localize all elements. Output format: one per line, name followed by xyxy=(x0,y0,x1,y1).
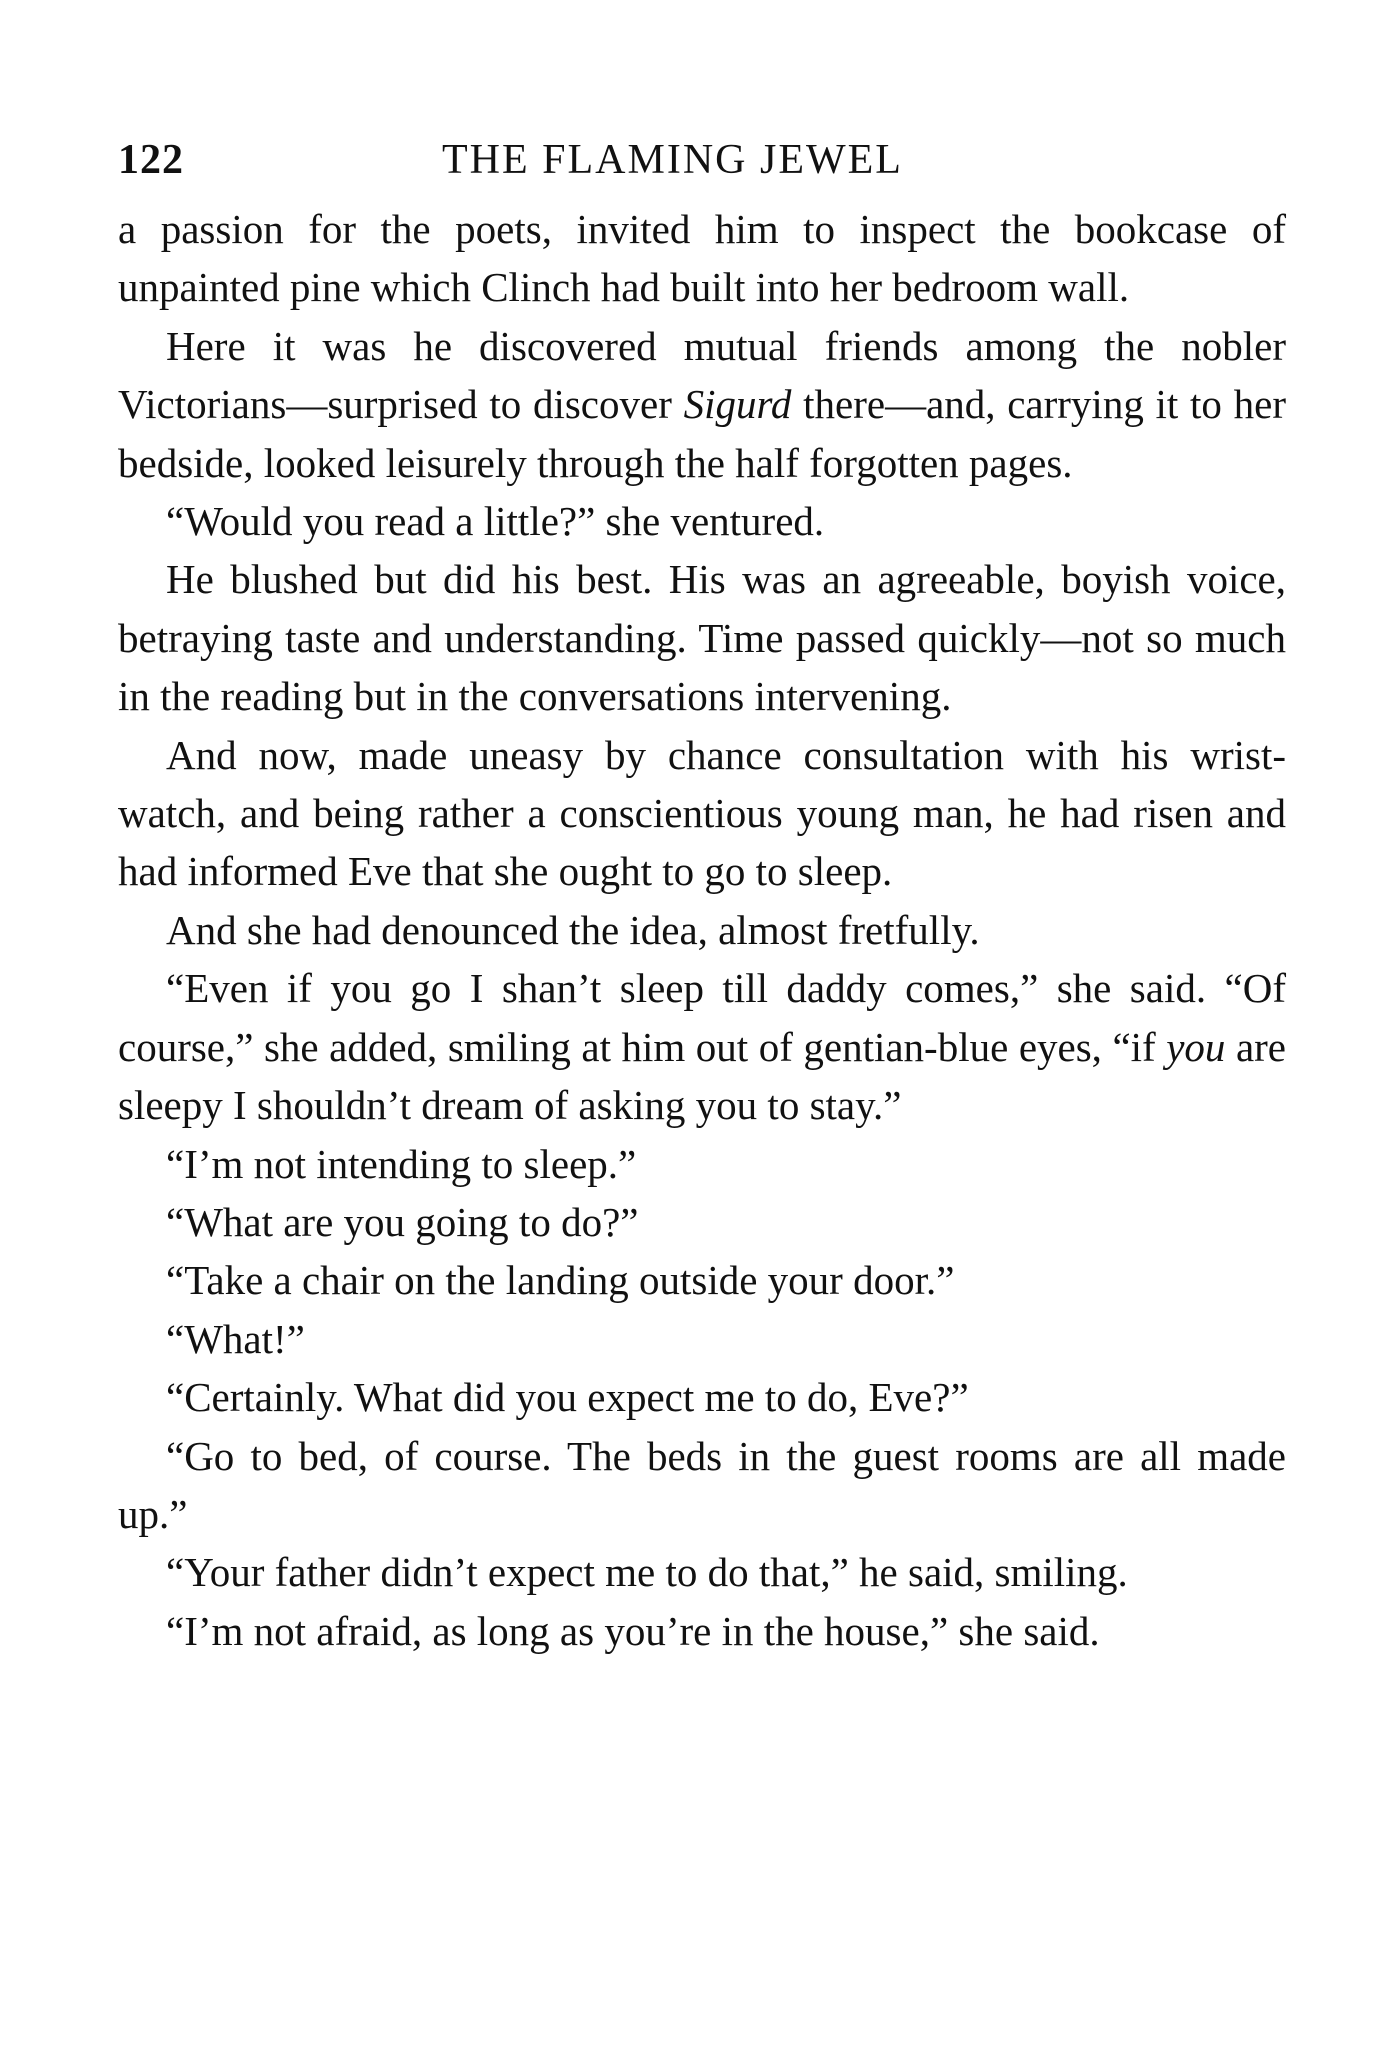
text-run: a passion for the poets, invited him to inspect the bookcase of unpainted pine which Clinch had built into her bedroom wall. xyxy=(118,206,1286,311)
text-run: “Even if you go I shan’t sleep till daddy comes,” she said. “Of course,” she added, smiling at him out of gentian-blue eyes, “if xyxy=(118,965,1286,1070)
text-run: “I’m not afraid, as long as you’re in the house,” she said. xyxy=(166,1607,1100,1654)
text-run: “What!” xyxy=(166,1315,305,1362)
text-run: “I’m not intending to sleep.” xyxy=(166,1140,637,1187)
paragraph xyxy=(118,1427,1286,1544)
book-page xyxy=(118,130,1286,1660)
text-run: “What are you going to do?” xyxy=(166,1198,639,1245)
paragraph xyxy=(118,1135,1286,1193)
paragraph xyxy=(118,317,1286,492)
paragraph xyxy=(118,1193,1286,1251)
italic-title: Sigurd xyxy=(683,381,792,428)
paragraph xyxy=(118,1251,1286,1309)
paragraph xyxy=(118,1543,1286,1601)
text-run: are sleepy I shouldn’t dream of asking you to stay.” xyxy=(118,1023,1286,1129)
body-text xyxy=(118,200,1286,1660)
paragraph xyxy=(118,492,1286,550)
text-run: And now, made uneasy by chance consultation with his wrist-watch, and being rather a conscientious young man, he had risen and had informed Eve that she ought to go to sleep. xyxy=(118,731,1286,895)
paragraph xyxy=(118,959,1286,1134)
running-title: THE FLAMING JEWEL xyxy=(442,137,903,183)
text-run: “Certainly. What did you expect me to do, Eve?” xyxy=(166,1374,969,1421)
paragraph xyxy=(118,1310,1286,1368)
text-run: “Would you read a little?” she ventured. xyxy=(166,498,825,545)
text-run: He blushed but did his best. His was an agreeable, boyish voice, betraying taste and understanding. Time passed quickly—not so much in the reading but in the conversations intervening. xyxy=(118,556,1286,720)
paragraph xyxy=(118,1368,1286,1426)
text-run: there—and, carrying it to her bedside, looked leisurely through the half forgotten pages. xyxy=(118,381,1286,486)
paragraph xyxy=(118,901,1286,959)
text-run: Here it was he discovered mutual friends among the nobler Victorians—surprised to discover xyxy=(118,322,1286,428)
paragraph xyxy=(118,1602,1286,1660)
text-run: “Your father didn’t expect me to do that,” he said, smiling. xyxy=(166,1549,1128,1596)
text-run: “Take a chair on the landing outside your door.” xyxy=(166,1257,955,1304)
italic-emphasis: you xyxy=(1166,1023,1226,1070)
page-number: 122 xyxy=(118,137,184,183)
paragraph xyxy=(118,550,1286,725)
paragraph xyxy=(118,726,1286,901)
paragraph xyxy=(118,200,1286,317)
text-run: And she had denounced the idea, almost fretfully. xyxy=(166,906,980,953)
text-run: “Go to bed, of course. The beds in the guest rooms are all made up.” xyxy=(118,1432,1286,1537)
page-header xyxy=(118,130,1286,190)
